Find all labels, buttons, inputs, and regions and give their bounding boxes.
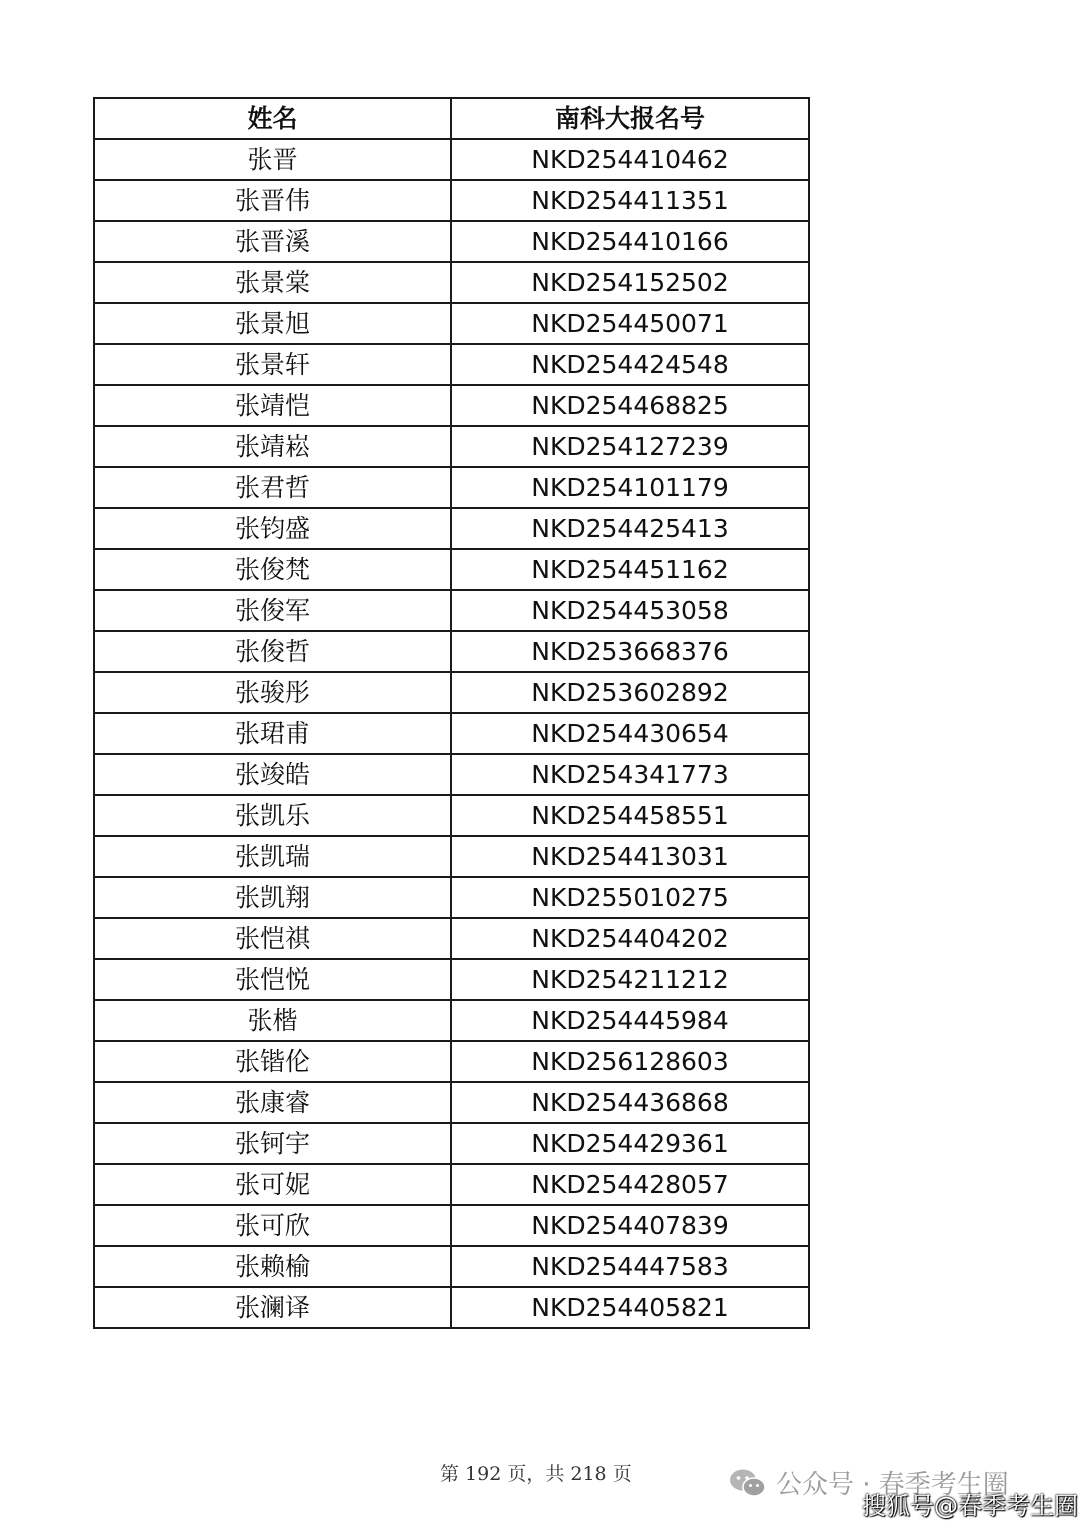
student-name-cell: 张靖崧	[94, 426, 451, 467]
table-row	[94, 959, 809, 1000]
registration-number-cell: NKD254458551	[451, 795, 809, 836]
table-row	[94, 1287, 809, 1328]
table-row	[94, 1164, 809, 1205]
table-header-row	[94, 98, 809, 139]
registration-number-cell: NKD256128603	[451, 1041, 809, 1082]
table-row	[94, 631, 809, 672]
table-row	[94, 1041, 809, 1082]
registration-table	[93, 97, 810, 1329]
registration-number-cell: NKD253602892	[451, 672, 809, 713]
header-name: 姓名	[94, 98, 451, 139]
registration-number-cell: NKD254405821	[451, 1287, 809, 1328]
student-name-cell: 张楷	[94, 1000, 451, 1041]
table-row	[94, 549, 809, 590]
table-row	[94, 672, 809, 713]
student-name-cell: 张锴伦	[94, 1041, 451, 1082]
registration-number-cell: NKD254430654	[451, 713, 809, 754]
table-row	[94, 262, 809, 303]
student-name-cell: 张凯瑞	[94, 836, 451, 877]
student-name-cell: 张可妮	[94, 1164, 451, 1205]
registration-number-cell: NKD254101179	[451, 467, 809, 508]
registration-number-cell: NKD254453058	[451, 590, 809, 631]
student-name-cell: 张靖恺	[94, 385, 451, 426]
registration-number-cell: NKD254450071	[451, 303, 809, 344]
student-name-cell: 张景轩	[94, 344, 451, 385]
table-row	[94, 180, 809, 221]
table-row	[94, 1123, 809, 1164]
table-row	[94, 1082, 809, 1123]
table-row	[94, 1246, 809, 1287]
registration-number-cell: NKD254447583	[451, 1246, 809, 1287]
registration-number-cell: NKD254410462	[451, 139, 809, 180]
student-name-cell: 张恺祺	[94, 918, 451, 959]
wechat-watermark-text: 公众号 · 春季考生圈	[776, 1470, 1009, 1500]
student-name-cell: 张景旭	[94, 303, 451, 344]
table-row	[94, 590, 809, 631]
table-row	[94, 426, 809, 467]
table-row	[94, 139, 809, 180]
registration-number-cell: NKD254152502	[451, 262, 809, 303]
student-name-cell: 张赖榆	[94, 1246, 451, 1287]
student-name-cell: 张康睿	[94, 1082, 451, 1123]
registration-number-cell: NKD253668376	[451, 631, 809, 672]
registration-number-cell: NKD254413031	[451, 836, 809, 877]
student-name-cell: 张俊梵	[94, 549, 451, 590]
registration-number-cell: NKD254411351	[451, 180, 809, 221]
student-name-cell: 张晋伟	[94, 180, 451, 221]
wechat-logo-icon	[728, 1467, 768, 1499]
student-name-cell: 张可欣	[94, 1205, 451, 1246]
student-name-cell: 张钧盛	[94, 508, 451, 549]
registration-number-cell: NKD254436868	[451, 1082, 809, 1123]
registration-number-cell: NKD254428057	[451, 1164, 809, 1205]
student-name-cell: 张澜译	[94, 1287, 451, 1328]
student-name-cell: 张晋溪	[94, 221, 451, 262]
registration-number-cell: NKD254211212	[451, 959, 809, 1000]
table-row	[94, 713, 809, 754]
registration-number-cell: NKD254451162	[451, 549, 809, 590]
registration-number-cell: NKD254429361	[451, 1123, 809, 1164]
table-row	[94, 795, 809, 836]
header-registration-number: 南科大报名号	[451, 98, 809, 139]
student-name-cell: 张竣皓	[94, 754, 451, 795]
table-row	[94, 1205, 809, 1246]
registration-number-cell: NKD254410166	[451, 221, 809, 262]
registration-number-cell: NKD254407839	[451, 1205, 809, 1246]
student-name-cell: 张君哲	[94, 467, 451, 508]
student-name-cell: 张晋	[94, 139, 451, 180]
registration-number-cell: NKD254445984	[451, 1000, 809, 1041]
table-row	[94, 836, 809, 877]
registration-number-cell: NKD254468825	[451, 385, 809, 426]
sohu-watermark: 搜狐号@春季考生圈	[862, 1492, 1078, 1520]
registration-number-cell: NKD255010275	[451, 877, 809, 918]
table-row	[94, 385, 809, 426]
student-name-cell: 张骏彤	[94, 672, 451, 713]
table-row	[94, 344, 809, 385]
table-row	[94, 1000, 809, 1041]
registration-number-cell: NKD254127239	[451, 426, 809, 467]
table-row	[94, 877, 809, 918]
table-row	[94, 508, 809, 549]
student-name-cell: 张俊军	[94, 590, 451, 631]
page-footer: 第 192 页，共 218 页	[440, 1463, 632, 1485]
registration-number-cell: NKD254341773	[451, 754, 809, 795]
table-row	[94, 303, 809, 344]
student-name-cell: 张恺悦	[94, 959, 451, 1000]
student-name-cell: 张俊哲	[94, 631, 451, 672]
table-row	[94, 918, 809, 959]
table-row	[94, 467, 809, 508]
table-body	[94, 139, 809, 1328]
registration-number-cell: NKD254404202	[451, 918, 809, 959]
student-name-cell: 张珺甫	[94, 713, 451, 754]
student-name-cell: 张钶宇	[94, 1123, 451, 1164]
table-row	[94, 221, 809, 262]
table-row	[94, 754, 809, 795]
student-name-cell: 张景棠	[94, 262, 451, 303]
student-name-cell: 张凯乐	[94, 795, 451, 836]
student-name-cell: 张凯翔	[94, 877, 451, 918]
registration-number-cell: NKD254424548	[451, 344, 809, 385]
registration-number-cell: NKD254425413	[451, 508, 809, 549]
